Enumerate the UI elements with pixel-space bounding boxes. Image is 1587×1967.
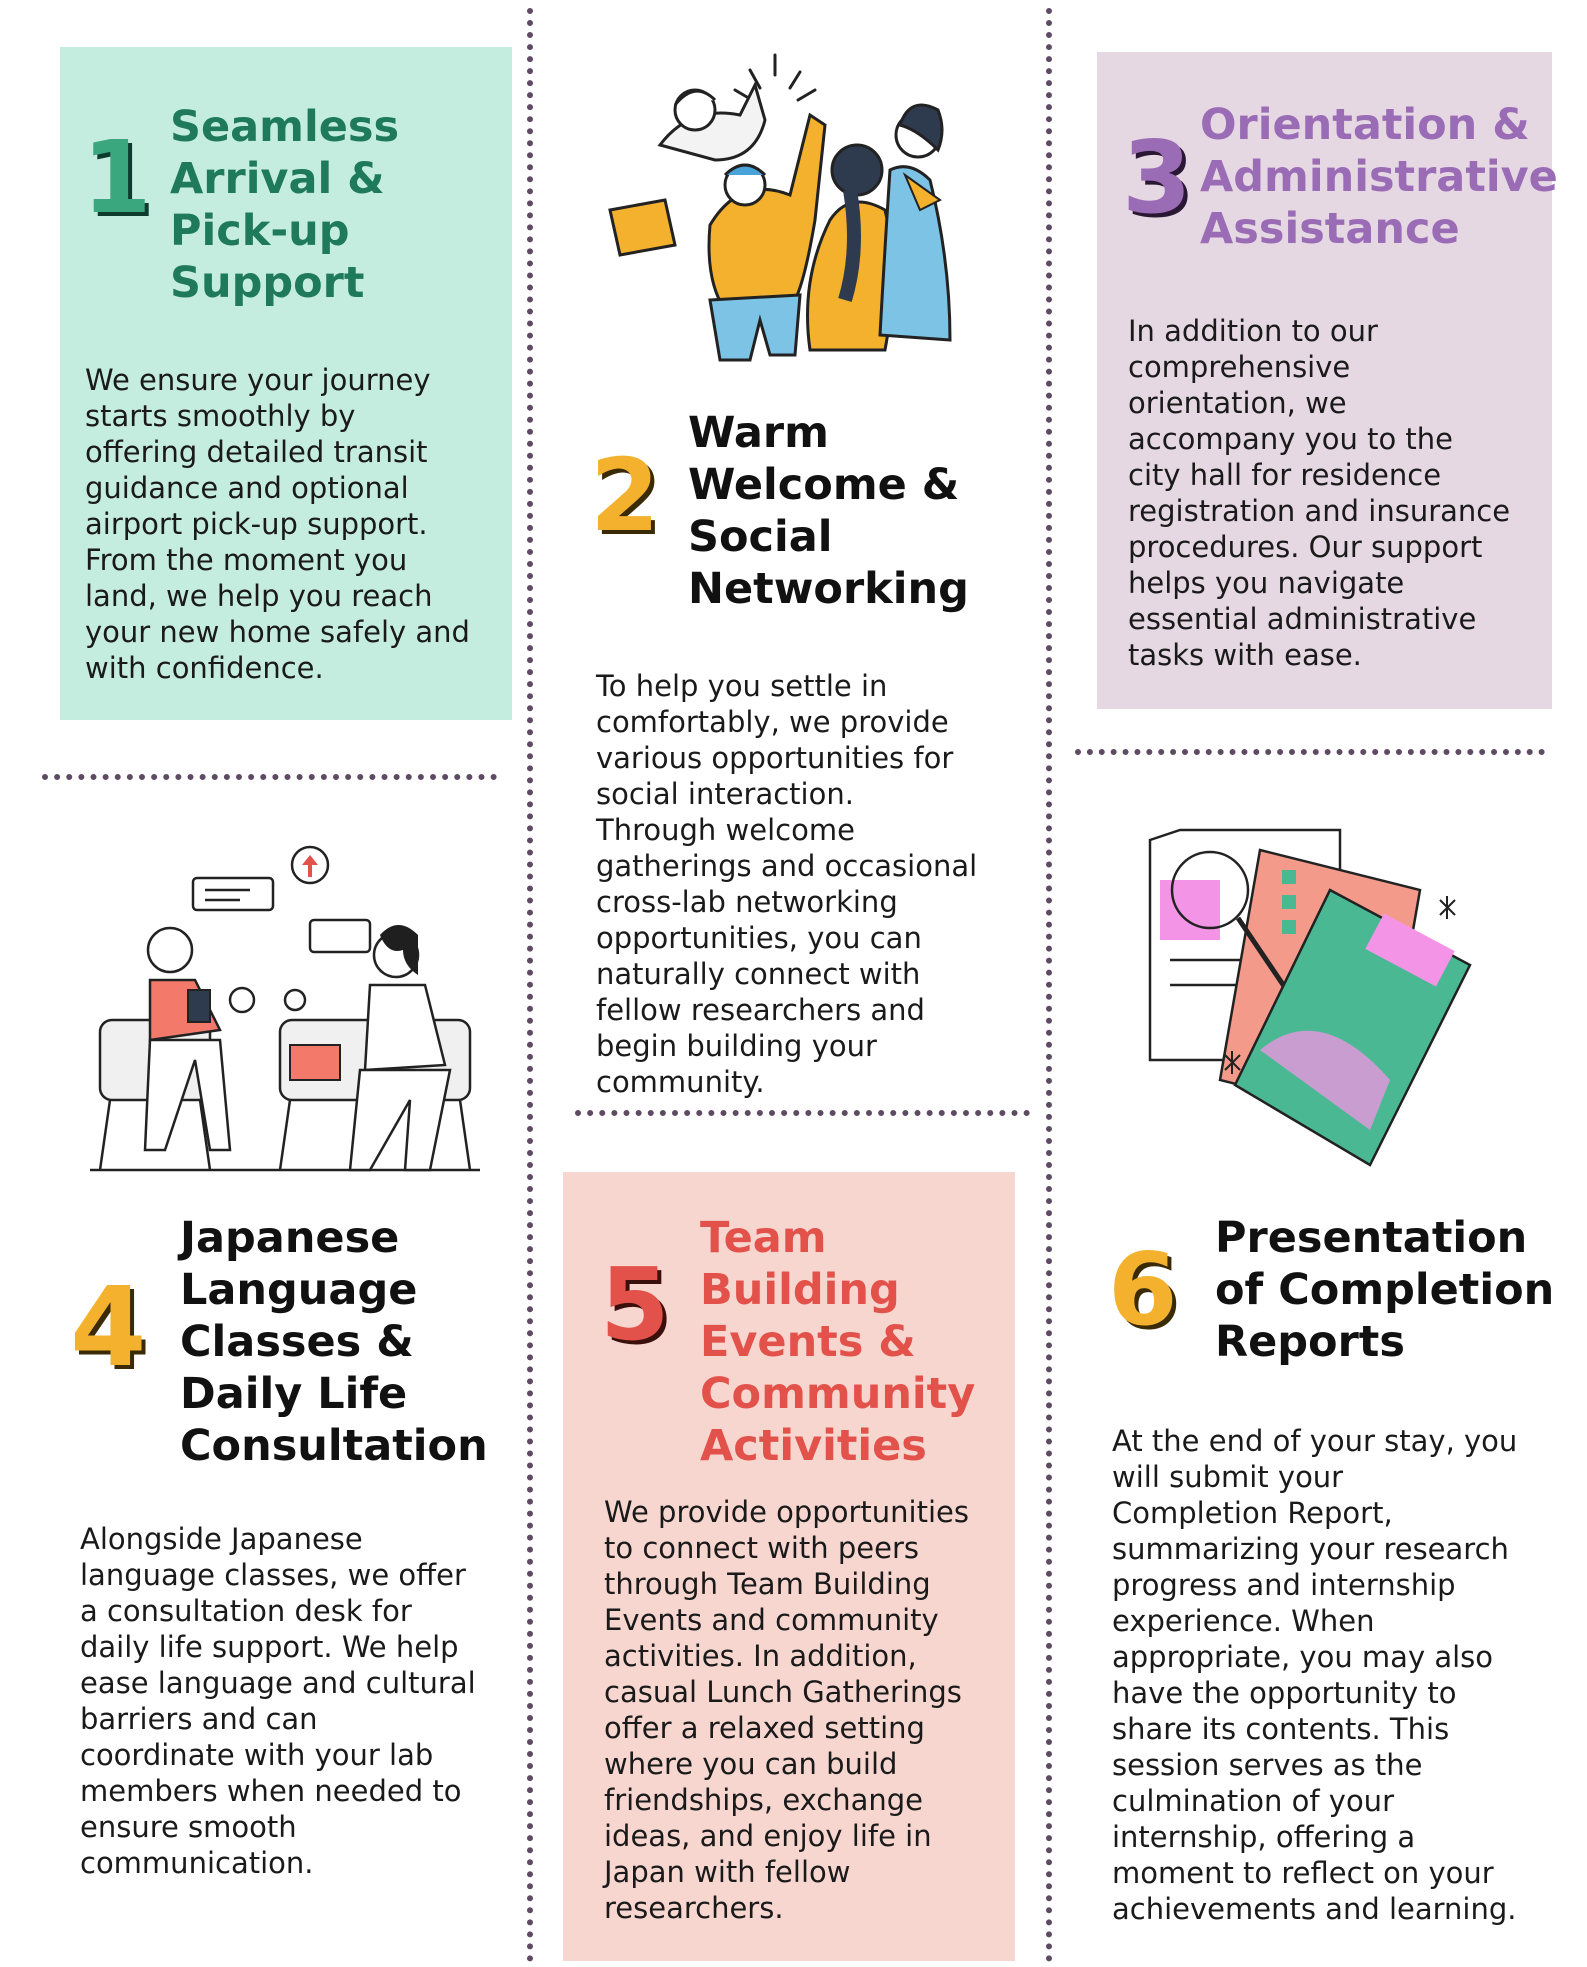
section-5-number: 5 (600, 1246, 670, 1363)
section-5-title: Team Building Events & Community Activities (700, 1213, 976, 1471)
section-3-body: In addition to our comprehensive orientation, we accompany you to the city hall for residence registration and insurance procedures. Our support helps you navigate essential administrative tasks with ease. (1128, 314, 1511, 672)
section-2-number: 2 (590, 437, 660, 554)
section-6-title: Presentation of Completion Reports (1215, 1213, 1555, 1367)
vertical-divider-right (1046, 8, 1052, 1963)
section-1-body: We ensure your journey starts smoothly by offering detailed transit guidance and optional airport pick-up support. From the moment you land, we help you reach your new home safely and with confidence. (85, 363, 470, 685)
section-4-title: Japanese Language Classes & Daily Life Consultation (180, 1213, 488, 1471)
vertical-divider-left (527, 8, 533, 1963)
section-3-number: 3 (1122, 119, 1192, 236)
section-1-title: Seamless Arrival & Pick-up Support (170, 102, 400, 308)
horizontal-divider-col2 (575, 1110, 1030, 1116)
section-6-body: At the end of your stay, you will submit your Completion Report, summarizing your research progress and internship experience. When appropriate, you may also have the opportunity to share its contents. This session serves as the culmination of your internship, offering a moment to reflect on your achievements and learning. (1112, 1424, 1518, 1926)
horizontal-divider-col3 (1075, 749, 1545, 755)
documents-illustration (1140, 810, 1520, 1170)
section-2-body: To help you settle in comfortably, we provide various opportunities for social interaction. Through welcome gatherings and occasional cross-lab networking opportunities, you can naturally connect with fellow researchers and begin building your community. (596, 669, 978, 1099)
section-3-title: Orientation & Administrative Assistance (1200, 100, 1558, 254)
section-4-number: 4 (70, 1263, 147, 1391)
horizontal-divider-col1 (42, 774, 497, 780)
section-1-number: 1 (82, 119, 152, 236)
section-4-body: Alongside Japanese language classes, we offer a consultation desk for daily life support. We help ease language and cultural barriers and can coordinate with your lab members when needed to ensure smooth communication. (80, 1522, 476, 1880)
consultation-illustration (90, 840, 490, 1170)
people-high-five-illustration (600, 50, 990, 380)
section-2-title: Warm Welcome & Social Networking (688, 408, 969, 614)
section-6-number: 6 (1108, 1231, 1178, 1348)
section-5-body: We provide opportunities to connect with peers through Team Building Events and community activities. In addition, casual Lunch Gatherings offer a relaxed setting where you can build friendships, exchange ideas, and enjoy life in Japan with fellow researchers. (604, 1495, 969, 1925)
